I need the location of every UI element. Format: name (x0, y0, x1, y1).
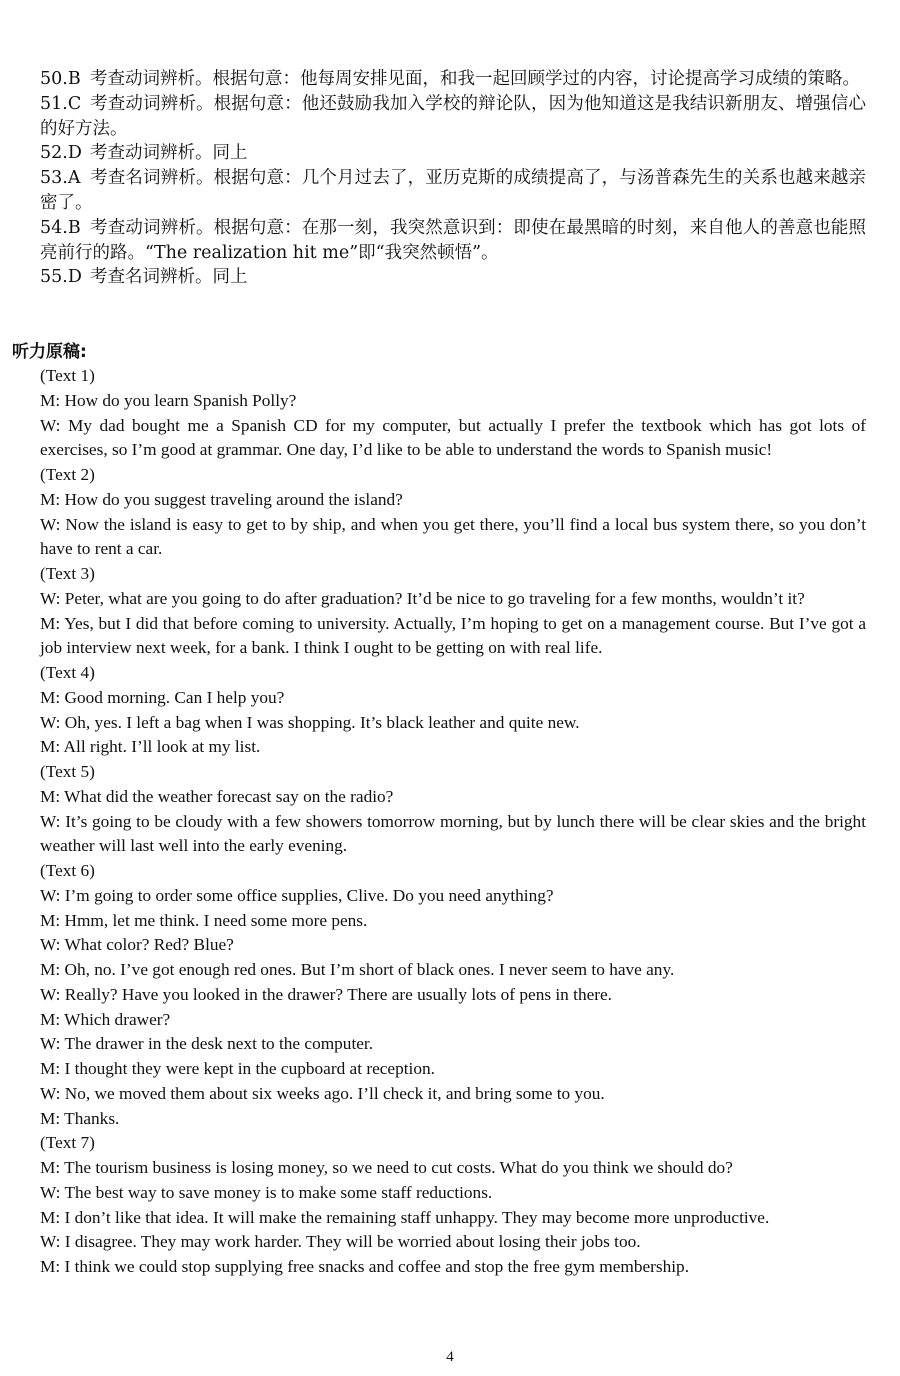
script-line: M: How do you suggest traveling around the island? (40, 489, 403, 509)
script-line: M: The tourism business is losing money, so we need to cut costs. What do you think we should do? (40, 1158, 733, 1177)
script-line: W: My dad bought me a Spanish CD for my computer, but actually I prefer the textbook which has got lots of exercises, so I’m good at grammar. One day, I’d like to be able to understand the words to Spanish music! (40, 415, 866, 460)
script-line: M: Good morning. Can I help you? (40, 687, 285, 707)
script-line: (Text 3) (40, 564, 95, 583)
answer-number: 52.D (40, 143, 82, 164)
answer-text: 考查动词辨析。根据句意：在那一刻，我突然意识到：即使在最黑暗的时刻，来自他人的善意也能照亮前行的路。“The realization hit me”即“我突然顿悟”。 (40, 217, 866, 263)
script-line: M: All right. I’ll look at my list. (40, 737, 261, 757)
script-line: M: Yes, but I did that before coming to university. Actually, I’m hoping to get on a management course. But I’ve got a job interview next week, for a bank. I think I ought to be getting on with real life. (40, 613, 866, 658)
answer-number: 51.C (40, 93, 82, 114)
script-line: M: Which drawer? (40, 1009, 171, 1029)
answer-text: 考查名词辨析。根据句意：几个月过去了，亚历克斯的成绩提高了，与汤普森先生的关系也越来越亲密了。 (40, 168, 866, 213)
listening-script (40, 364, 866, 1280)
script-line: M: I don’t like that idea. It will make the remaining staff unhappy. They may become more unproductive. (40, 1207, 770, 1227)
script-line: (Text 1) (40, 366, 95, 385)
page-number: 4 (446, 1349, 454, 1365)
script-line: M: Hmm, let me think. I need some more pens. (40, 910, 368, 930)
script-line: W: Peter, what are you going to do after graduation? It’d be nice to go traveling for a few months, wouldn’t it? (40, 588, 805, 608)
script-line: W: No, we moved them about six weeks ago. I’ll check it, and bring some to you. (40, 1083, 605, 1103)
script-line: W: Really? Have you looked in the drawer? There are usually lots of pens in there. (40, 984, 613, 1004)
answer-text: 考查动词辨析。同上 (90, 143, 248, 164)
script-line: W: The best way to save money is to make some staff reductions. (40, 1182, 493, 1202)
script-line: M: I think we could stop supplying free snacks and coffee and stop the free gym membership. (40, 1257, 690, 1276)
script-line: W: It’s going to be cloudy with a few showers tomorrow morning, but by lunch there will be clear skies and the bright weather will last well into the early evening. (40, 811, 866, 856)
script-line: (Text 7) (40, 1133, 95, 1153)
script-line: M: I thought they were kept in the cupboard at reception. (40, 1059, 435, 1078)
script-line: M: What did the weather forecast say on the radio? (40, 786, 394, 806)
script-line: (Text 2) (40, 465, 95, 484)
script-line: W: Oh, yes. I left a bag when I was shopping. It’s black leather and quite new. (40, 712, 580, 732)
script-line: W: What color? Red? Blue? (40, 935, 234, 955)
script-line: W: The drawer in the desk next to the computer. (40, 1034, 374, 1054)
answer-item (40, 216, 866, 266)
answer-explanations (40, 67, 866, 290)
answer-item (40, 92, 866, 142)
script-line: (Text 6) (40, 861, 95, 880)
answer-number: 50.B (40, 69, 81, 89)
answer-item (40, 166, 866, 216)
script-line: W: Now the island is easy to get to by ship, and when you get there, you’ll find a local bus system there, so you don’t have to rent a car. (40, 514, 866, 559)
script-line: M: Thanks. (40, 1108, 120, 1128)
answer-number: 54.B (40, 217, 81, 238)
answer-item (40, 141, 866, 166)
script-line: M: How do you learn Spanish Polly? (40, 390, 297, 410)
script-line: (Text 5) (40, 762, 95, 781)
answer-item (40, 265, 866, 290)
answer-text: 考查动词辨析。根据句意：他每周安排见面，和我一起回顾学过的内容，讨论提高学习成绩的策略。 (90, 69, 860, 89)
section-title: 听力原稿: (12, 342, 87, 362)
script-line: (Text 4) (40, 663, 95, 682)
answer-number: 55.D (40, 267, 82, 288)
answer-item (40, 67, 866, 92)
answer-number: 53.A (40, 168, 81, 189)
answer-text: 考查动词辨析。根据句意：他还鼓励我加入学校的辩论队，因为他知道这是我结识新朋友、增强信心的好方法。 (40, 93, 866, 139)
script-line: W: I disagree. They may work harder. They will be worried about losing their jobs too. (40, 1232, 641, 1252)
answer-text: 考查名词辨析。同上 (90, 267, 248, 288)
script-line: M: Oh, no. I’ve got enough red ones. But I’m short of black ones. I never seem to have any. (40, 960, 675, 979)
script-line: W: I’m going to order some office supplies, Clive. Do you need anything? (40, 885, 554, 905)
